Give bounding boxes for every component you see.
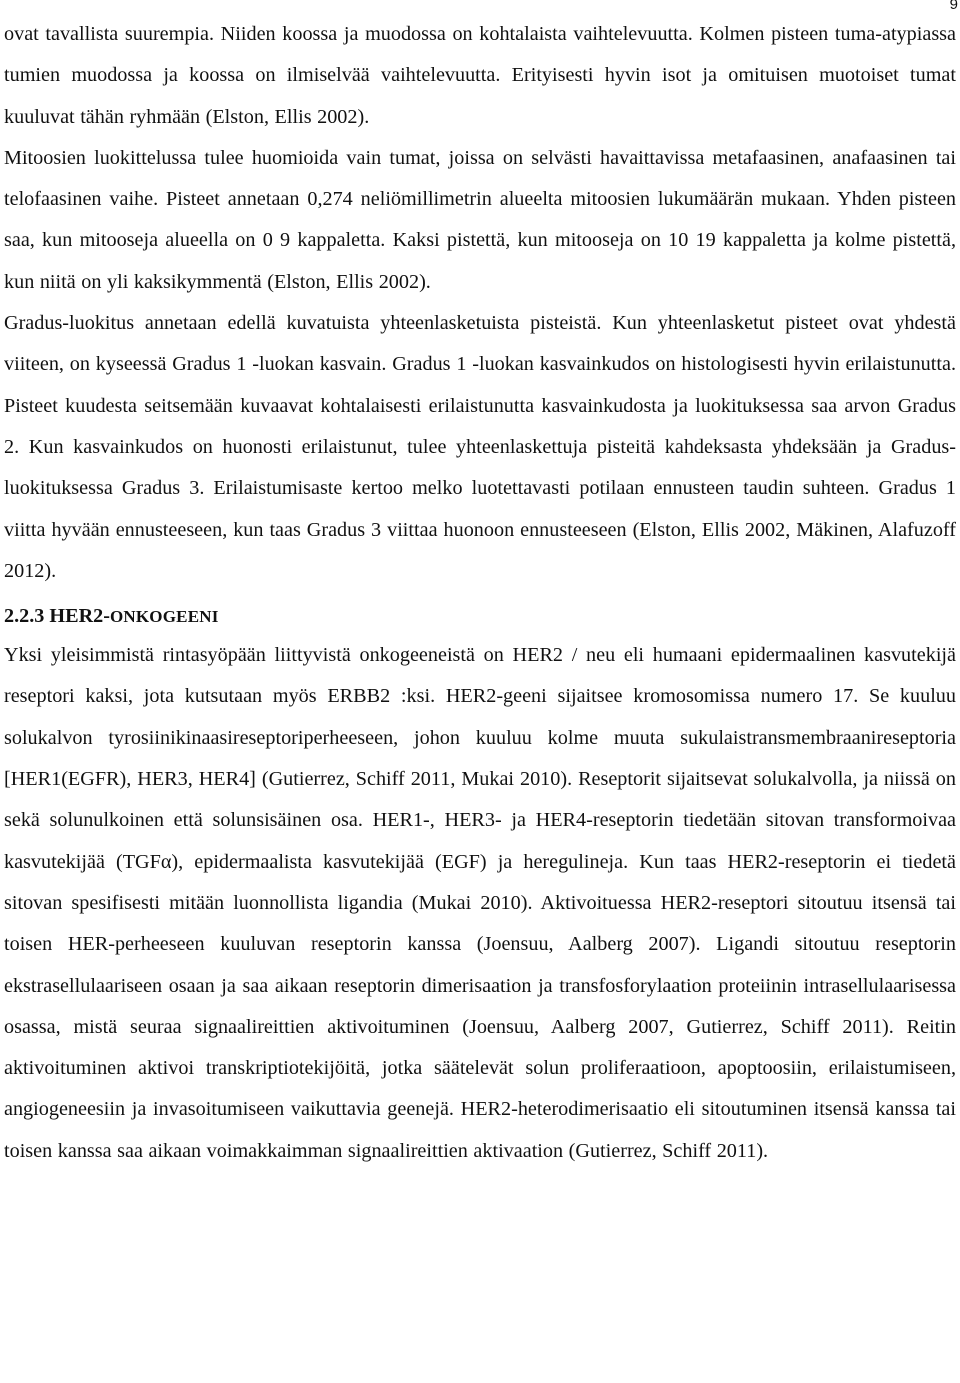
paragraph-mitosis-text: Mitoosien luokittelussa tulee huomioida vain tumat, joissa on selvästi havaittavissa metafaasinen, anafaasinen tai telofaasinen vaihe. Pisteet annetaan 0,274 neliömillimetrin alueelta mitoosien lukumäärän mukaan. Yhden pisteen saa, kun mitooseja alueella on 0 9 kappaletta. Kaksi pistettä, kun mitooseja on 10 19 kappaletta ja kolme pistettä, kun niitä on yli kaksikymmentä (Elston, Ellis 2002). [4, 146, 956, 293]
paragraph-her2-oncogene: Yksi yleisimmistä rintasyöpään liittyvistä onkogeeneistä on HER2 / neu eli humaani epidermaalinen kasvutekijä reseptori kaksi, jota kutsutaan myös ERBB2 :ksi. HER2-geeni sijaitsee kromosomissa numero 17. Se kuuluu solukalvon tyrosiinikinaasireseptoriperheeseen, johon kuuluu kolme muuta sukulaistransmembraanireseptoria [HER1(EGFR), HER3, HER4] (Gutierrez, Schiff 2011, Mukai 2010). Reseptorit sijaitsevat solukalvolla, ja niissä on sekä solunulkoinen että solunsisäinen osa. HER1-, HER3- ja HER4-reseptorin tiedetään sitovan transformoivaa kasvutekijää (TGFα), epidermaalista kasvutekijää (EGF) ja heregulineja. Kun taas HER2-reseptorin ei tiedetä sitovan spesifisesti mitään luonnollista ligandia (Mukai 2010). Aktivoituessa HER2-reseptori sitoutuu itsensä tai toisen HER-perheeseen kuuluvan reseptorin kanssa (Joensuu, Aalberg 2007). Ligandi sitoutuu reseptorin ekstrasellulaariseen osaan ja saa aikaan reseptorin dimerisaation ja transfosforylaation proteiinin intrasellulaarisessa osassa, mistä seuraa signaalireittien aktivoituminen (Joensuu, Aalberg 2007, Gutierrez, Schiff 2011). Reitin aktivoituminen aktivoi transkriptiotekijöitä, jotka säätelevät solun proliferaatioon, apoptoosiin, erilaistumiseen, angiogeneesiin ja invasoitumiseen vaikuttavia geenejä. HER2-heterodimerisaatio eli sitoutuminen itsensä kanssa tai toisen kanssa saa aikaan voimakkaimman signaalireittien aktivaation (Gutierrez, Schiff 2011). [4, 644, 956, 1162]
section-title-prefix: HER2- [49, 605, 110, 628]
document-body [4, 14, 956, 1172]
paragraph-mitosis-scoring [4, 138, 956, 303]
section-number: 2.2.3 [4, 605, 45, 628]
paragraph-gradus-classification: Gradus-luokitus annetaan edellä kuvatuista yhteenlasketuista pisteistä. Kun yhteenlasketut pisteet ovat yhdestä viiteen, on kyseessä Gradus 1 -luokan kasvain. Gradus 1 -luokan kasvainkudos on histologisesti hyvin erilaistunutta. Pisteet kuudesta seitsemään kuvaavat kohtalaisesti erilaistunutta kasvainkudosta ja luokituksessa saa arvon Gradus 2. Kun kasvainkudos on huonosti erilaistunut, tulee yhteenlaskettuja pisteitä kahdeksasta yhdeksään ja Gradus-luokituksessa Gradus 3. Erilaistumisaste kertoo melko luotettavasti potilaan ennusteen taudin suhteen. Gradus 1 viitta hyvään ennusteeseen, kun taas Gradus 3 viittaa huonoon ennusteeseen (Elston, Ellis 2002, Mäkinen, Alafuzoff 2012). [4, 312, 956, 582]
section-heading [4, 598, 956, 635]
section-title: ONKOGEENI [109, 607, 219, 627]
paragraph-nuclear-atypia: ovat tavallista suurempia. Niiden koossa ja muodossa on kohtalaista vaihtelevuutta. Kolmen pisteen tuma-atypiassa tumien muodossa ja koossa on ilmiselvää vaihtelevuutta. Erityisesti hyvin isot ja omituisen muotoiset tumat kuuluvat tähän ryhmään (Elston, Ellis 2002). [4, 23, 956, 128]
page-number: 9 [949, 0, 958, 13]
